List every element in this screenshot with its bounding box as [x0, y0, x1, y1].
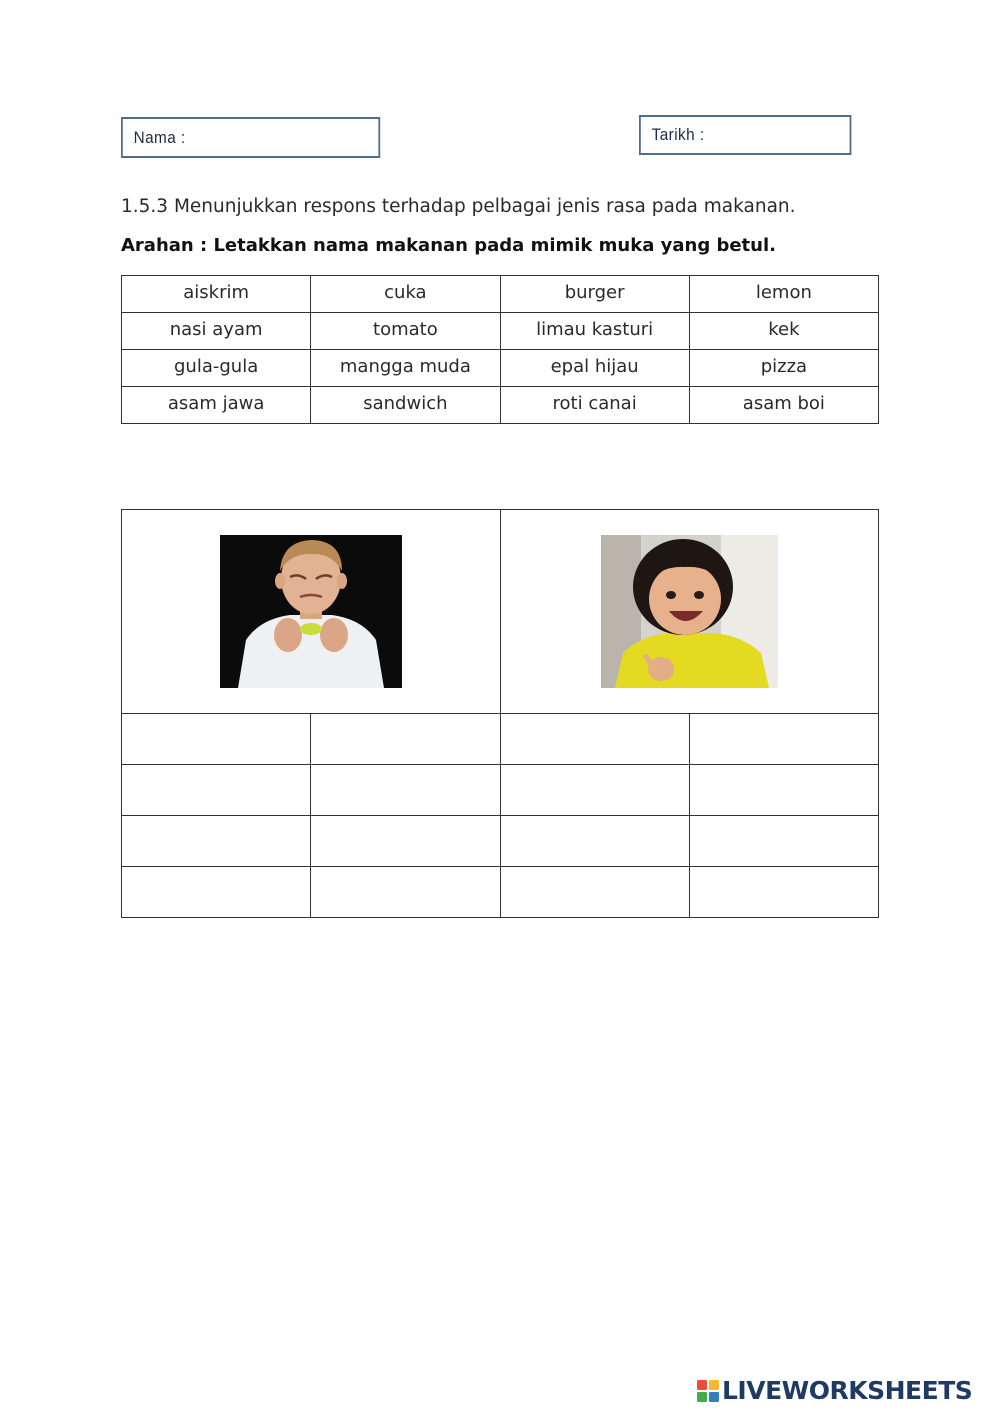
answer-slot[interactable]	[311, 816, 500, 867]
word-row	[122, 350, 879, 387]
answer-row	[122, 867, 879, 918]
draggable-word[interactable]: limau kasturi	[500, 313, 689, 350]
answer-slot[interactable]	[122, 816, 311, 867]
date-field[interactable]	[639, 115, 851, 155]
name-label: Nama :	[133, 127, 186, 147]
word-row	[122, 313, 879, 350]
draggable-word[interactable]: kek	[689, 313, 878, 350]
draggable-word[interactable]: pizza	[689, 350, 878, 387]
answer-row	[122, 765, 879, 816]
draggable-word[interactable]: aiskrim	[122, 276, 311, 313]
happy-face-photo	[601, 535, 778, 688]
answer-slot[interactable]	[122, 867, 311, 918]
answer-slot[interactable]	[689, 816, 878, 867]
draggable-word[interactable]: lemon	[689, 276, 878, 313]
name-field[interactable]	[121, 117, 380, 158]
answer-slot[interactable]	[311, 867, 500, 918]
answer-slot[interactable]	[689, 867, 878, 918]
sour-face-photo	[220, 535, 402, 688]
draggable-word[interactable]: tomato	[311, 313, 500, 350]
answer-slot[interactable]	[500, 714, 689, 765]
happy-face-cell	[500, 510, 879, 714]
draggable-word[interactable]: nasi ayam	[122, 313, 311, 350]
answer-table	[121, 509, 879, 918]
answer-slot[interactable]	[689, 765, 878, 816]
answer-slot[interactable]	[122, 765, 311, 816]
photo-row	[122, 510, 879, 714]
brand-name: LIVEWORKSHEETS	[722, 1376, 973, 1405]
sour-face-cell	[122, 510, 501, 714]
answer-slot[interactable]	[311, 765, 500, 816]
draggable-word[interactable]: asam boi	[689, 387, 878, 424]
word-row	[122, 387, 879, 424]
answer-slot[interactable]	[500, 867, 689, 918]
answer-slot[interactable]	[500, 816, 689, 867]
draggable-word[interactable]: sandwich	[311, 387, 500, 424]
draggable-word[interactable]: epal hijau	[500, 350, 689, 387]
answer-row	[122, 816, 879, 867]
answer-slot[interactable]	[500, 765, 689, 816]
liveworksheets-logo-icon	[697, 1380, 719, 1402]
word-row	[122, 276, 879, 313]
draggable-word[interactable]: asam jawa	[122, 387, 311, 424]
learning-standard: 1.5.3 Menunjukkan respons terhadap pelbagai jenis rasa pada makanan.	[121, 196, 796, 217]
draggable-word[interactable]: mangga muda	[311, 350, 500, 387]
answer-slot[interactable]	[311, 714, 500, 765]
word-bank-table	[121, 275, 879, 424]
draggable-word[interactable]: burger	[500, 276, 689, 313]
draggable-word[interactable]: cuka	[311, 276, 500, 313]
instruction: Arahan : Letakkan nama makanan pada mimik muka yang betul.	[121, 235, 776, 256]
draggable-word[interactable]: roti canai	[500, 387, 689, 424]
date-label: Tarikh :	[651, 125, 705, 144]
liveworksheets-brand	[697, 1376, 972, 1405]
draggable-word[interactable]: gula-gula	[122, 350, 311, 387]
answer-slot[interactable]	[689, 714, 878, 765]
answer-slot[interactable]	[122, 714, 311, 765]
answer-row	[122, 714, 879, 765]
